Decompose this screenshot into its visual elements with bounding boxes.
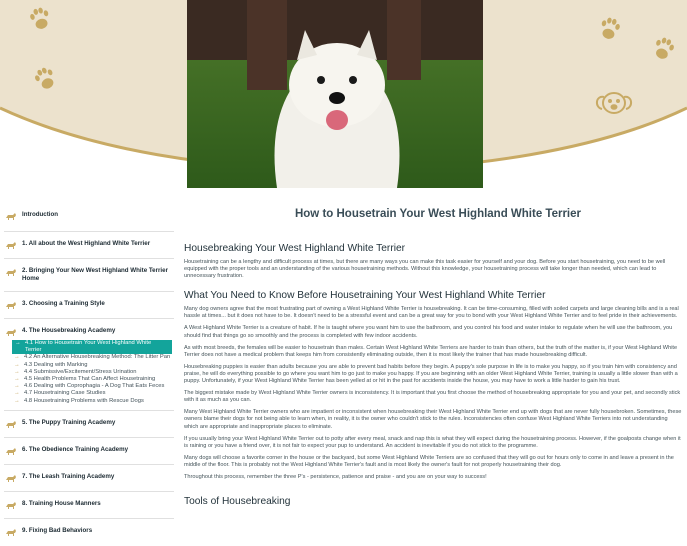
arrow-icon: → bbox=[14, 354, 20, 361]
toc-subitem-4-2[interactable] bbox=[0, 354, 178, 361]
arrow-icon: → bbox=[14, 383, 20, 390]
toc-chapter-label: 8. Training House Manners bbox=[22, 499, 101, 507]
toc-subitem-4-6[interactable] bbox=[0, 383, 178, 390]
toc-chapter-label: 6. The Obedience Training Academy bbox=[22, 445, 129, 453]
toc-chapter-2[interactable] bbox=[0, 267, 178, 283]
section-heading-tools: Tools of Housebreaking bbox=[184, 496, 291, 508]
arrow-icon: → bbox=[14, 397, 20, 404]
dog-icon bbox=[4, 268, 18, 277]
article-content bbox=[184, 206, 682, 546]
arrow-icon: → bbox=[14, 361, 20, 368]
toc-chapter-6[interactable] bbox=[0, 446, 178, 456]
dog-icon bbox=[4, 301, 18, 310]
toc-chapter-label: 5. The Puppy Training Academy bbox=[22, 418, 116, 426]
toc-subitem-4-1[interactable] bbox=[12, 340, 172, 354]
dog-icon bbox=[4, 474, 18, 483]
dog-icon bbox=[4, 447, 18, 456]
toc-chapter-1[interactable] bbox=[0, 240, 178, 250]
header-banner bbox=[0, 0, 687, 190]
toc-chapter-label: 7. The Leash Training Academy bbox=[22, 472, 115, 480]
dog-icon bbox=[4, 328, 18, 337]
toc-subitem-4-7[interactable] bbox=[0, 390, 178, 397]
section-heading-housebreaking: Housebreaking Your West Highland White Terrier bbox=[184, 243, 406, 254]
toc-subitem-label: 4.5 Health Problems That Can Affect Housetraining bbox=[24, 376, 156, 383]
section-heading-before-housetraining: What You Need to Know Before Housetraining Your West Highland White Terrier bbox=[184, 290, 546, 302]
paragraph: As with most breeds, the females will be easier to housetrain than males. Certain West Highland White Terriers are harder to train than others, but the truth of the matter is, if your West Highland White Terrier does not have a medical problem that keeps him from consistently eliminating outside, then it is most likely the trainer that has made housebreaking difficult. bbox=[184, 344, 678, 358]
toc-subitem-4-4[interactable] bbox=[0, 369, 178, 376]
dog-icon bbox=[4, 241, 18, 250]
toc-chapter-4[interactable] bbox=[0, 327, 178, 337]
toc-chapter-3[interactable] bbox=[0, 300, 178, 310]
toc-subitem-label: 4.1 How to Housetrain Your West Highland White Terrier bbox=[25, 340, 152, 354]
toc-chapter-label: 9. Fixing Bad Behaviors bbox=[22, 526, 93, 534]
toc-subitem-4-5[interactable] bbox=[0, 376, 178, 383]
toc-chapter-8[interactable] bbox=[0, 500, 178, 510]
toc-subitem-label: 4.6 Dealing with Coprophagia - A Dog That Eats Feces bbox=[24, 383, 165, 390]
table-of-contents bbox=[0, 205, 178, 546]
paragraph: If you usually bring your West Highland White Terrier out to potty after every meal, snack and nap this is what they will expect during the housetraining process. However, if the goalposts change when it is raining or you have a friend over, it is not fair to expect your pup to understand. An accident is inevitable if you do not stick to the programme. bbox=[184, 435, 681, 449]
dog-icon bbox=[4, 420, 18, 429]
toc-subitem-label: 4.3 Dealing with Marking bbox=[24, 361, 88, 368]
toc-chapter-label: 3. Choosing a Training Style bbox=[22, 300, 105, 307]
toc-chapter-7[interactable] bbox=[0, 473, 178, 483]
toc-subitem-label: 4.7 Housetraining Case Studies bbox=[24, 390, 106, 397]
toc-subitem-label: 4.4 Submissive/Excitement/Stress Urination bbox=[24, 368, 137, 375]
dog-icon bbox=[4, 528, 18, 537]
toc-chapter-label: Introduction bbox=[22, 211, 59, 218]
toc-chapter-label: 1. All about the West Highland White Terrier bbox=[22, 240, 151, 247]
toc-chapter-9[interactable] bbox=[0, 527, 178, 537]
paragraph: Many West Highland White Terrier owners who are impatient or inconsistent when housebreaking their West Highland White Terrier end up with dogs that are never fully housebroken. Sometimes, these owners blame their dogs for not being able to learn when, in reality, it is the owner who couldn't stick to the rules. Inconsistencies often confuse West Highland White Terriers into not understanding which are appropriate and inappropriate places to eliminate. bbox=[184, 409, 682, 430]
page-title: How to Housetrain Your West Highland White Terrier bbox=[294, 208, 582, 220]
arrow-icon: → bbox=[15, 340, 21, 346]
dog-icon bbox=[4, 501, 18, 510]
arrow-icon: → bbox=[14, 376, 20, 383]
toc-chapter-label: 4. The Housebreaking Academy bbox=[22, 327, 116, 334]
toc-subitem-4-8[interactable] bbox=[0, 398, 178, 405]
paragraph: A West Highland White Terrier is a creature of habit. If he is taught where you want him to use the bathroom, and you control his food and water intake to regulate when he will use the bathroom, you should find that things go so smoothly and the process is completed with few indoor accidents. bbox=[184, 325, 673, 339]
toc-subitem-4-3[interactable] bbox=[0, 362, 178, 369]
hero-dog-photo bbox=[187, 0, 483, 188]
toc-chapter-5[interactable] bbox=[0, 419, 178, 429]
paragraph: Throughout this process, remember the three P's - persistence, patience and praise - and you are on your way to success! bbox=[184, 473, 487, 480]
paragraph: Housetraining can be a lengthy and difficult process at times, but there are many ways you can make this task easier for yourself and your dog. Before you start housetraining, you need to be well equipped with the proper tools and an understanding of the various housetraining methods. Without this knowledge, your housetraining process will take longer than needed, which can lead to unnecessary frustration. bbox=[184, 259, 666, 280]
toc-subitem-label: 4.8 Housetraining Problems with Rescue Dogs bbox=[24, 397, 144, 404]
paragraph: Many dog owners agree that the most frustrating part of owning a West Highland White Terrier is housebreaking. It can be time-consuming, filled with soiled carpets and large cleaning bills and is a real hassle at times... but it does not have to be. It doesn't need to be a stressful event and can be a great way for you to bond with your West Highland White Terrier and to feel pride in their achievements. bbox=[184, 306, 679, 320]
toc-chapter-introduction[interactable] bbox=[0, 211, 178, 221]
arrow-icon: → bbox=[14, 368, 20, 375]
paragraph: Housebreaking puppies is easier than adults because you are able to prevent bad habits before they begin. A puppy's sole purpose in life is to make you happy, so if you train him with consistency and praise, he will do everything possible to go where you want him to go just to make you happy. If you are beginning with an older West Highland White Terrier, training is usually a little slower than with a puppy. Unfortunately, if your West Highland White Terrier has been yelled at or hit in the past for accidents inside the house, you may have to work a little harder to gain his trust. bbox=[184, 363, 678, 385]
paragraph: The biggest mistake made by West Highland White Terrier owners is inconsistency. It is important that you first choose the method of housebreaking appropriate for you and your pet, and secondly stick with it as much as you can. bbox=[184, 390, 681, 404]
arrow-icon: → bbox=[14, 390, 20, 397]
toc-chapter-label: 2. Bringing Your New West Highland White Terrier Home bbox=[22, 267, 168, 282]
dog-icon bbox=[4, 212, 18, 221]
paragraph: Many dogs will choose a favorite corner in the house or the backyard, but some West Highland White Terriers are so confused that they will go out for hours only to come in and leave a present in the middle of the floor. This is probably not the West Highland White Terrier's fault and is most likely the owner's fault for not properly housetraining their dog. bbox=[184, 454, 674, 468]
toc-subitem-label: 4.2 An Alternative Housebreaking Method: The Litter Pan bbox=[24, 354, 171, 361]
